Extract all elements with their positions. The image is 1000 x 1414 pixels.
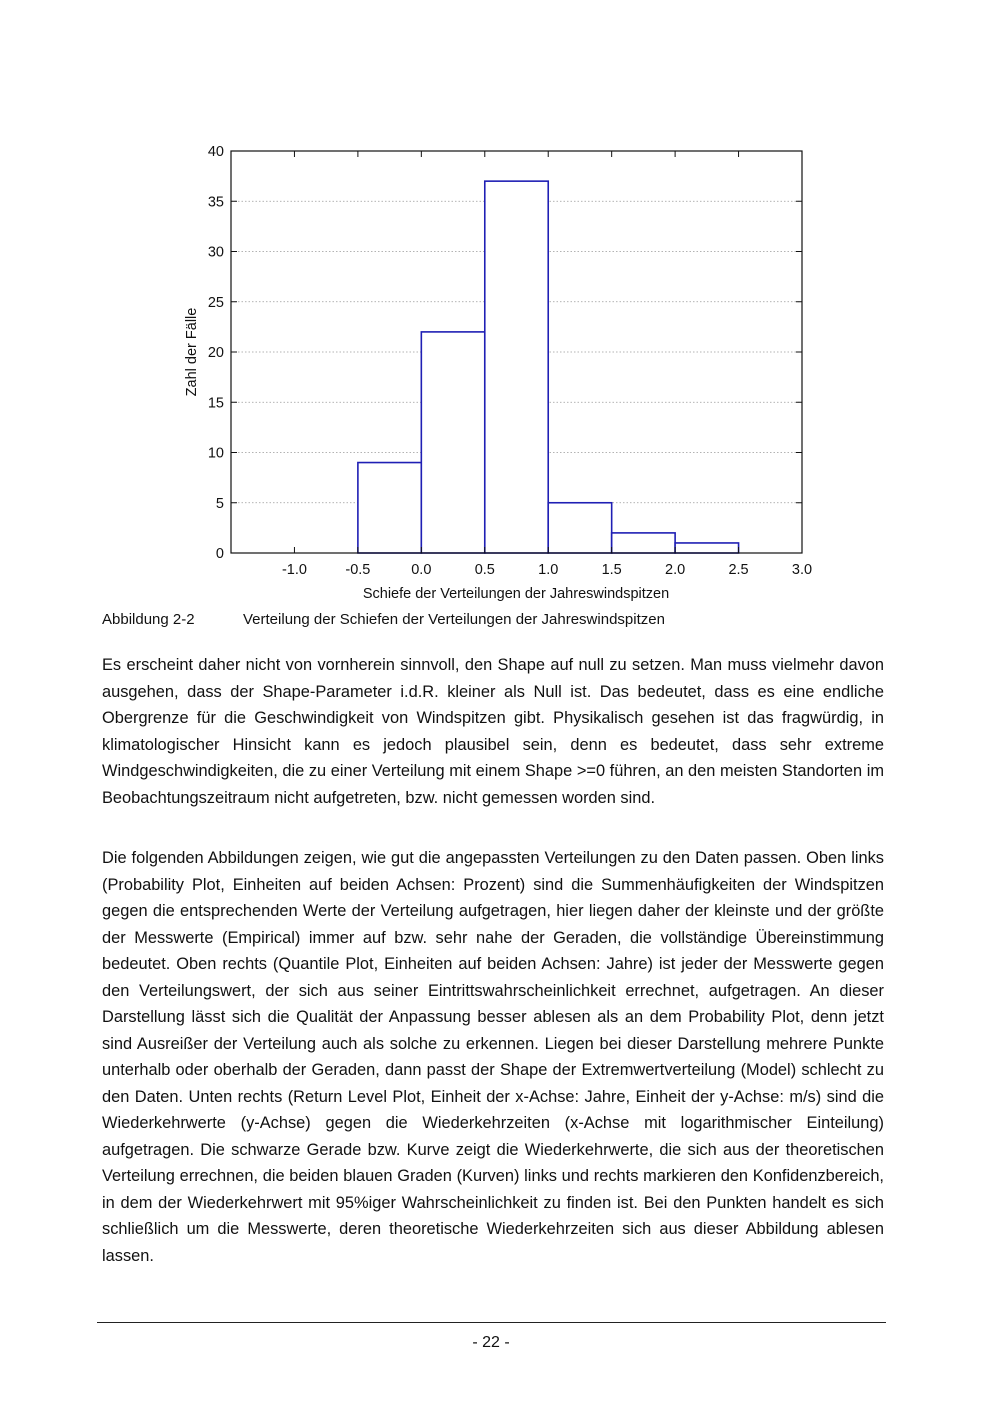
figure-caption-text: Verteilung der Schiefen der Verteilungen der Jahreswindspitzen [243,611,665,628]
x-tick-label: 2.0 [665,562,686,578]
body-paragraph-1: Es erscheint daher nicht von vornherein sinnvoll, den Shape auf null zu setzen. Man muss vielmehr davon ausgehen, dass der Shape-Parameter i.d.R. kleiner als Null ist. Das bedeutet, dass es eine endliche Obergrenze für die Geschwindigkeit von Windspitzen gibt. Physikalisch gesehen ist das fragwürdig, in klimatologischer Hinsicht kann es jedoch plausibel sein, denn es bedeutet, dass sehr extreme Windgeschwindigkeiten, die zu einer Verteilung mit einem Shape >=0 führen, an den meisten Standorten im Beobachtungszeitraum nicht aufgetreten, bzw. nicht gemessen worden sind. [102,656,884,807]
y-tick-label: 10 [207,445,224,462]
y-tick-label: 40 [207,144,224,160]
x-axis-label: Schiefe der Verteilungen der Jahreswindspitzen [362,586,670,602]
x-tick-label: 1.0 [538,562,559,578]
chart-bars [358,181,739,553]
histogram-bar [358,463,421,553]
histogram-bar [421,332,484,553]
x-tick-label: -1.0 [281,562,307,578]
y-tick-label: 25 [207,294,224,311]
body-paragraph-2: Die folgenden Abbildungen zeigen, wie gut die angepassten Verteilungen zu den Daten passen. Oben links (Probability Plot, Einheiten auf beiden Achsen: Prozent) sind die Summenhäufigkeiten der Windspitzen gegen die entsprechenden Werte der Verteilung aufgetragen, hier liegen daher der kleinste und der größte der Messwerte (Empirical) immer auf bzw. sehr nahe der Geraden, die vollständige Übereinstimmung bedeutet. Oben rechts (Quantile Plot, Einheiten auf beiden Achsen: Jahre) ist jeder der Messwerte gegen den Verteilungswert, der sich aus seiner Eintrittswahrscheinlichkeit errechnet, aufgetragen. An dieser Darstellung lässt sich die Qualität der Anpassung besser ablesen als an dem Probability Plot, denn jetzt sind Ausreißer der Verteilung auch als solche zu erkennen. Liegen bei dieser Darstellung mehrere Punkte unterhalb oder oberhalb der Geraden, dann passt der Shape der Extremwertverteilung (Model) schlecht zu den Daten. Unten rechts (Return Level Plot, Einheit der x-Achse: Jahre, Einheit der y-Achse: m/s) sind die Wiederkehrwerte (y-Achse) gegen die Wiederkehrzeiten (x-Achse mit logarithmischer Einteilung) aufgetragen. Die schwarze Gerade bzw. Kurve zeigt die Wiederkehrwerte, die sich aus der theoretischen Verteilung errechnen, die beiden blauen Graden (Kurven) links und rechts markieren den Konfidenzbereich, in dem der Wiederkehrwert mit 95%iger Wahrscheinlichkeit zu finden ist. Bei den Punkten handelt es sich schließlich um die Messwerte, deren theoretische Wiederkehrzeiten sich aus dieser Abbildung ablesen lassen. [102,849,884,1265]
x-tick-label: 3.0 [791,562,813,578]
figure-number: Abbildung 2-2 [102,611,195,628]
histogram-bar [612,533,675,553]
x-tick-label: 1.5 [601,562,622,578]
y-tick-label: 0 [215,546,224,562]
y-tick-label: 35 [207,194,224,211]
page-number: - 22 - [472,1334,510,1351]
histogram-bar [675,543,738,553]
x-tick-label: 0.0 [411,562,432,578]
y-tick-label: 5 [215,495,224,512]
x-tick-label: 2.5 [728,562,749,578]
histogram-bar [485,181,548,553]
x-tick-label: 0.5 [474,562,495,578]
footer-rule [97,1322,886,1323]
y-tick-label: 15 [207,395,224,412]
y-axis-label: Zahl der Fälle [184,307,200,397]
y-tick-label: 30 [207,244,224,261]
x-tick-label: -0.5 [345,562,371,578]
y-tick-label: 20 [207,345,224,361]
histogram-chart [0,0,1000,610]
histogram-bar [548,503,611,553]
